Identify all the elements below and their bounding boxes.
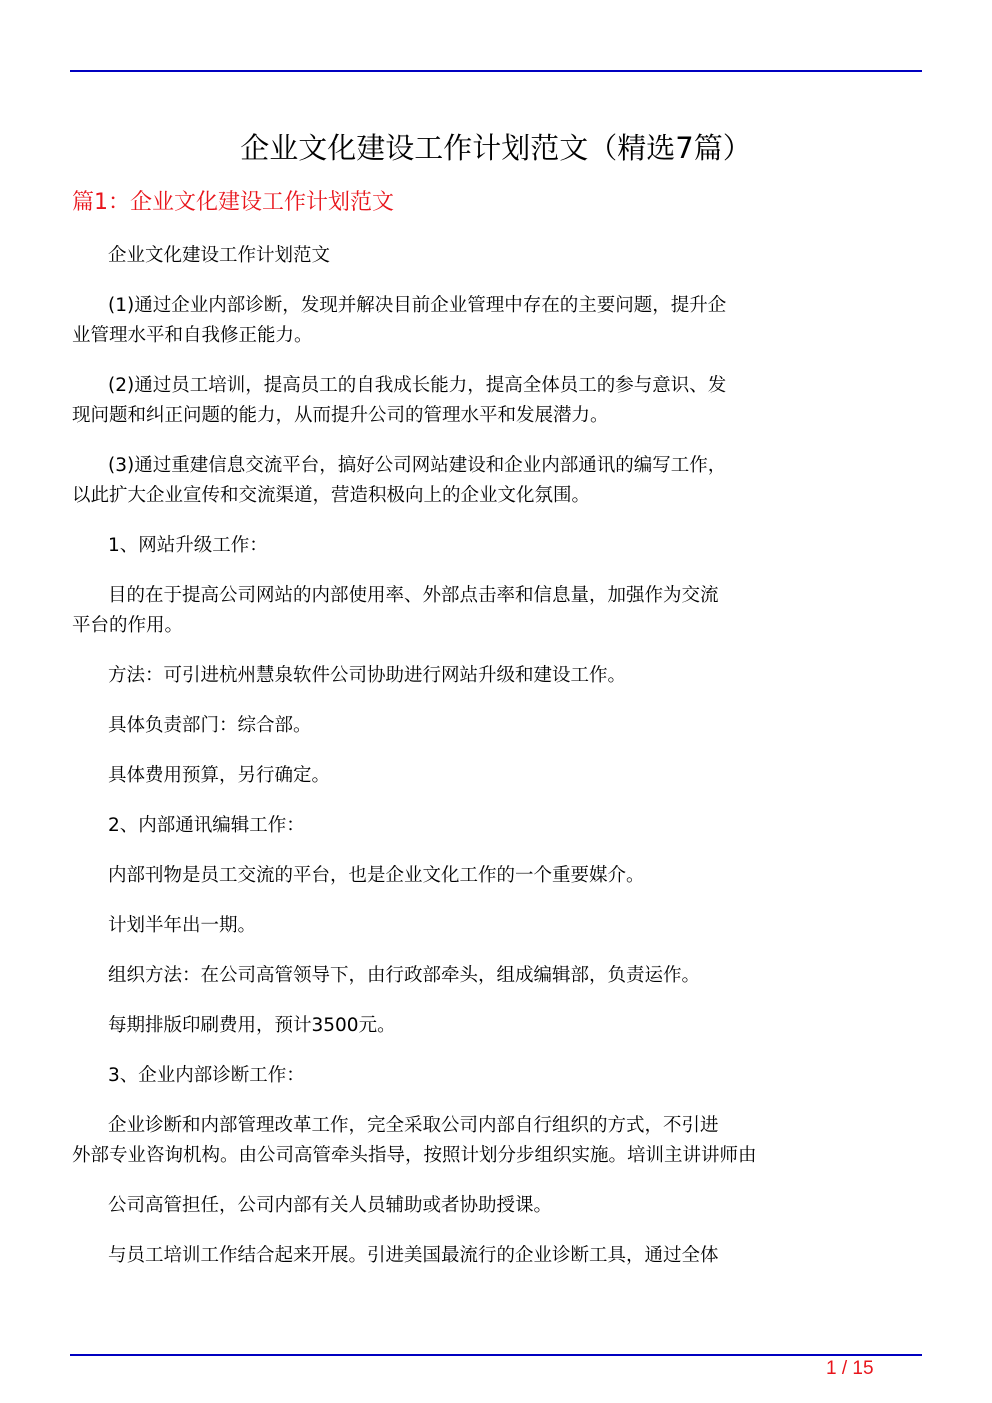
section-heading: 篇1：企业文化建设工作计划范文 bbox=[72, 190, 394, 215]
body-line: (1)通过企业内部诊断，发现并解决目前企业管理中存在的主要问题，提升企 bbox=[108, 295, 727, 316]
body-line: (2)通过员工培训，提高员工的自我成长能力，提高全体员工的参与意识、发 bbox=[108, 375, 727, 396]
page-number: 1 / 15 bbox=[826, 1358, 874, 1379]
document-title: 企业文化建设工作计划范文（精选7篇） bbox=[240, 131, 752, 165]
body-line: 现问题和纠正问题的能力，从而提升公司的管理水平和发展潜力。 bbox=[72, 405, 609, 426]
body-line: 组织方法：在公司高管领导下，由行政部牵头，组成编辑部，负责运作。 bbox=[108, 965, 701, 986]
body-line: 外部专业咨询机构。由公司高管牵头指导，按照计划分步组织实施。培训主讲讲师由 bbox=[72, 1145, 757, 1166]
body-line: 企业文化建设工作计划范文 bbox=[108, 245, 331, 266]
body-line: 平台的作用。 bbox=[72, 615, 184, 636]
body-line: 3、企业内部诊断工作： bbox=[108, 1065, 305, 1086]
body-line: 计划半年出一期。 bbox=[108, 915, 257, 936]
body-line: 具体费用预算，另行确定。 bbox=[108, 765, 331, 786]
body-line: 与员工培训工作结合起来开展。引进美国最流行的企业诊断工具，通过全体 bbox=[108, 1245, 719, 1266]
body-line: 公司高管担任，公司内部有关人员辅助或者协助授课。 bbox=[108, 1195, 553, 1216]
body-line: 方法：可引进杭州慧泉软件公司协助进行网站升级和建设工作。 bbox=[108, 665, 627, 686]
body-line: (3)通过重建信息交流平台，搞好公司网站建设和企业内部通讯的编写工作， bbox=[108, 455, 727, 476]
body-line: 1、网站升级工作： bbox=[108, 535, 268, 556]
body-line: 企业诊断和内部管理改革工作，完全采取公司内部自行组织的方式，不引进 bbox=[108, 1115, 719, 1136]
body-line: 以此扩大企业宣传和交流渠道，营造积极向上的企业文化氛围。 bbox=[72, 485, 591, 506]
footer-rule bbox=[70, 1354, 922, 1356]
body-line: 具体负责部门：综合部。 bbox=[108, 715, 312, 736]
body-line: 业管理水平和自我修正能力。 bbox=[72, 325, 313, 346]
header-rule bbox=[70, 70, 922, 72]
body-line: 2、内部通讯编辑工作： bbox=[108, 815, 305, 836]
body-line: 内部刊物是员工交流的平台，也是企业文化工作的一个重要媒介。 bbox=[108, 865, 645, 886]
body-line: 目的在于提高公司网站的内部使用率、外部点击率和信息量，加强作为交流 bbox=[108, 585, 719, 606]
body-line: 每期排版印刷费用，预计3500元。 bbox=[108, 1015, 396, 1036]
